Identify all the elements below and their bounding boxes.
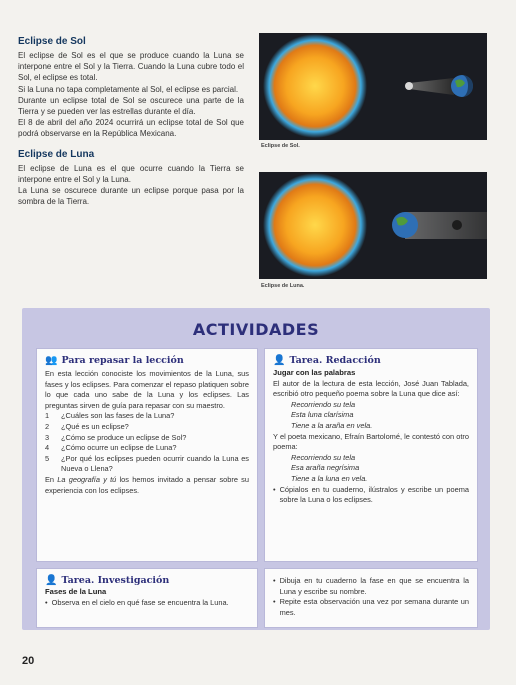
activities-panel [22, 308, 490, 630]
writing-middle: Y el poeta mexicano, Efraín Bartolomé, le contestó con otro poema: [273, 431, 469, 452]
review-outro: En La geografía y tú los hemos invitado a pensar sobre su experiencia con los eclipses. [45, 474, 249, 495]
writing-bullet: • Cópialos en tu cuaderno, ilústralos y escribe un poema sobre la Luna o los eclipses. [273, 484, 469, 505]
question-item: 4 ¿Cómo ocurre un eclipse de Luna? [45, 443, 177, 453]
page-number: 20 [22, 655, 35, 667]
research-heading [45, 575, 249, 586]
research-bullet: • Dibuja en tu cuaderno la fase en que se encuentra la Luna y escribe su nombre. [273, 576, 469, 596]
research-subtitle: Fases de la Luna [45, 587, 107, 596]
eclipse-luna-title: Eclipse de Luna [18, 148, 95, 160]
poem-2: Recorriendo su tela Esa araña negrísima Tiene a la luna en vela. [291, 452, 368, 483]
question-item: 1 ¿Cuáles son las fases de la Luna? [45, 411, 175, 421]
research-bullet: • Observa en el cielo en qué fase se encuentra la Luna. [45, 597, 229, 607]
review-questions [45, 411, 249, 475]
writing-subtitle: Jugar con las palabras [273, 368, 356, 377]
question-item: 3 ¿Cómo se produce un eclipse de Sol? [45, 432, 187, 442]
solar-eclipse-image [259, 33, 487, 140]
question-item: 2 ¿Qué es un eclipse? [45, 421, 129, 431]
research-bullet: • Repite esta observación una vez por semana durante un mes. [273, 597, 469, 617]
review-heading [45, 355, 249, 366]
lunar-eclipse-image [259, 172, 487, 279]
person-icon: 👤 [45, 575, 58, 586]
lunar-eclipse-caption: Eclipse de Luna. [261, 283, 305, 289]
eclipse-sol-p1: El eclipse de Sol es el que se produce cuando la Luna se interpone entre el Sol y la Tierra. Cuando la Luna cubre todo el Sol, el eclipse es total. [18, 51, 244, 83]
poem-1: Recorriendo su tela Esta luna clarísima Tiene a la araña en vela. [291, 399, 373, 430]
research-task-card [36, 568, 258, 628]
eclipse-sol-title: Eclipse de Sol [18, 36, 86, 47]
people-icon: 👥 [45, 355, 58, 366]
eclipse-sol-p4: El 8 de abril del año 2024 ocurrirá un eclipse total de Sol que podrá observarse en la República Mexicana. [18, 118, 244, 139]
activities-title: ACTIVIDADES [192, 320, 320, 339]
eclipse-luna-p1: El eclipse de Luna es el que ocurre cuando la Tierra se interpone entre el Sol y la Luna. [18, 163, 244, 184]
solar-eclipse-caption: Eclipse de Sol. [261, 143, 300, 149]
question-item: 5 ¿Por qué los eclipses pueden ocurrir cuando la Luna es Nueva o Llena? [45, 453, 249, 474]
review-title: Para repasar la lección [61, 355, 184, 366]
writing-intro: El autor de la lectura de esta lección, José Juan Tablada, escribió otro pequeño poema sobre la Luna que dice así: [273, 378, 469, 399]
eclipse-luna-p2: La Luna se oscurece durante un eclipse porque pasa por la sombra de la Tierra. [18, 186, 244, 207]
writing-task-card [264, 348, 478, 562]
eclipse-sol-p2: Si la Luna no tapa completamente al Sol, el eclipse es parcial. [18, 84, 239, 94]
text-column [18, 36, 244, 207]
writing-heading [273, 355, 469, 366]
research-title: Tarea. Investigación [61, 575, 170, 586]
review-card [36, 348, 258, 562]
eclipse-sol-p3: Durante un eclipse total de Sol se oscurece una parte de la Tierra y se pueden ver las estrellas durante el día. [18, 95, 244, 117]
writing-title: Tarea. Redacción [289, 355, 381, 366]
review-intro: En esta lección conociste los movimientos de la Luna, sus fases y los eclipses. Para comenzar el repaso platiquen sobre lo que cada uno sabe de la Luna y los eclipses. Las preguntas sirven de guía para repasar con su maestro. [45, 369, 249, 410]
research-continued-card [264, 568, 478, 628]
person-icon: 👤 [273, 355, 286, 366]
